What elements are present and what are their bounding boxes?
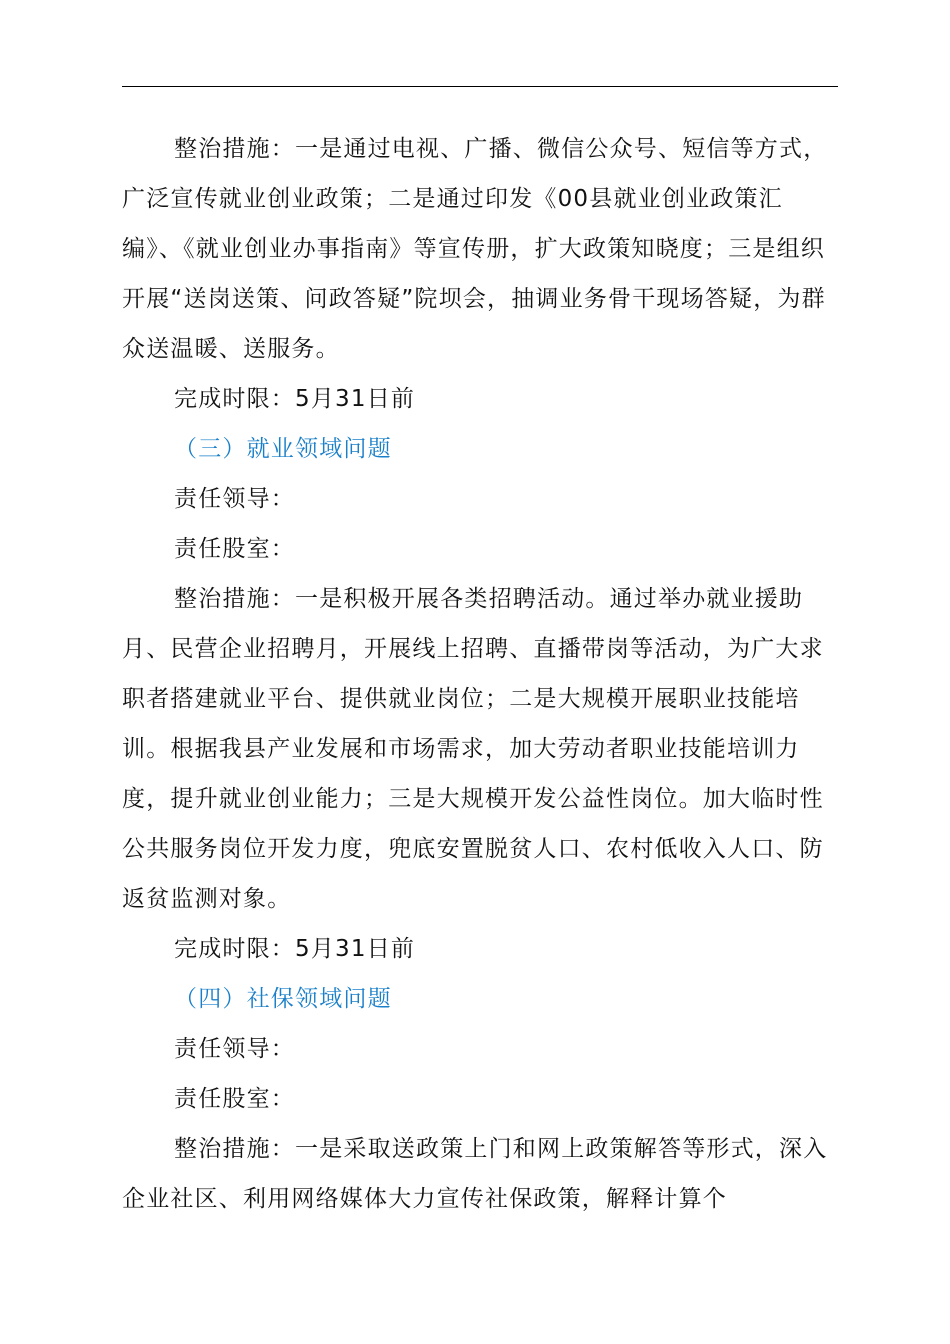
document-body <box>122 124 838 1224</box>
section-2-measures: 整治措施：一是通过电视、广播、微信公众号、短信等方式，广泛宣传就业创业政策；二是通过印发《00县就业创业政策汇编》、《就业创业办事指南》等宣传册，扩大政策知晓度；三是组织开展“送岗送策、问政答疑”院坝会，抽调业务骨干现场答疑，为群众送温暖、送服务。 <box>122 136 828 362</box>
header-rule <box>122 86 838 87</box>
section-2-deadline: 完成时限：5月31日前 <box>174 386 416 412</box>
section-4-measures: 整治措施：一是采取送政策上门和网上政策解答等形式，深入企业社区、利用网络媒体大力宣传社保政策，解释计算个 <box>122 1136 828 1212</box>
section-4-office: 责任股室： <box>174 1086 295 1112</box>
section-3-measures: 整治措施：一是积极开展各类招聘活动。通过举办就业援助月、民营企业招聘月，开展线上招聘、直播带岗等活动，为广大求职者搭建就业平台、提供就业岗位；二是大规模开展职业技能培训。根据我县产业发展和市场需求，加大劳动者职业技能培训力度，提升就业创业能力；三是大规模开发公益性岗位。加大临时性公共服务岗位开发力度，兜底安置脱贫人口、农村低收入人口、防返贫监测对象。 <box>122 586 824 912</box>
section-3-office: 责任股室： <box>174 536 295 562</box>
section-3-heading: （三）就业领域问题 <box>174 436 392 462</box>
section-3-deadline: 完成时限：5月31日前 <box>174 936 416 962</box>
section-3-leader: 责任领导： <box>174 486 295 512</box>
section-4-leader: 责任领导： <box>174 1036 295 1062</box>
section-4-heading: （四）社保领域问题 <box>174 986 392 1012</box>
